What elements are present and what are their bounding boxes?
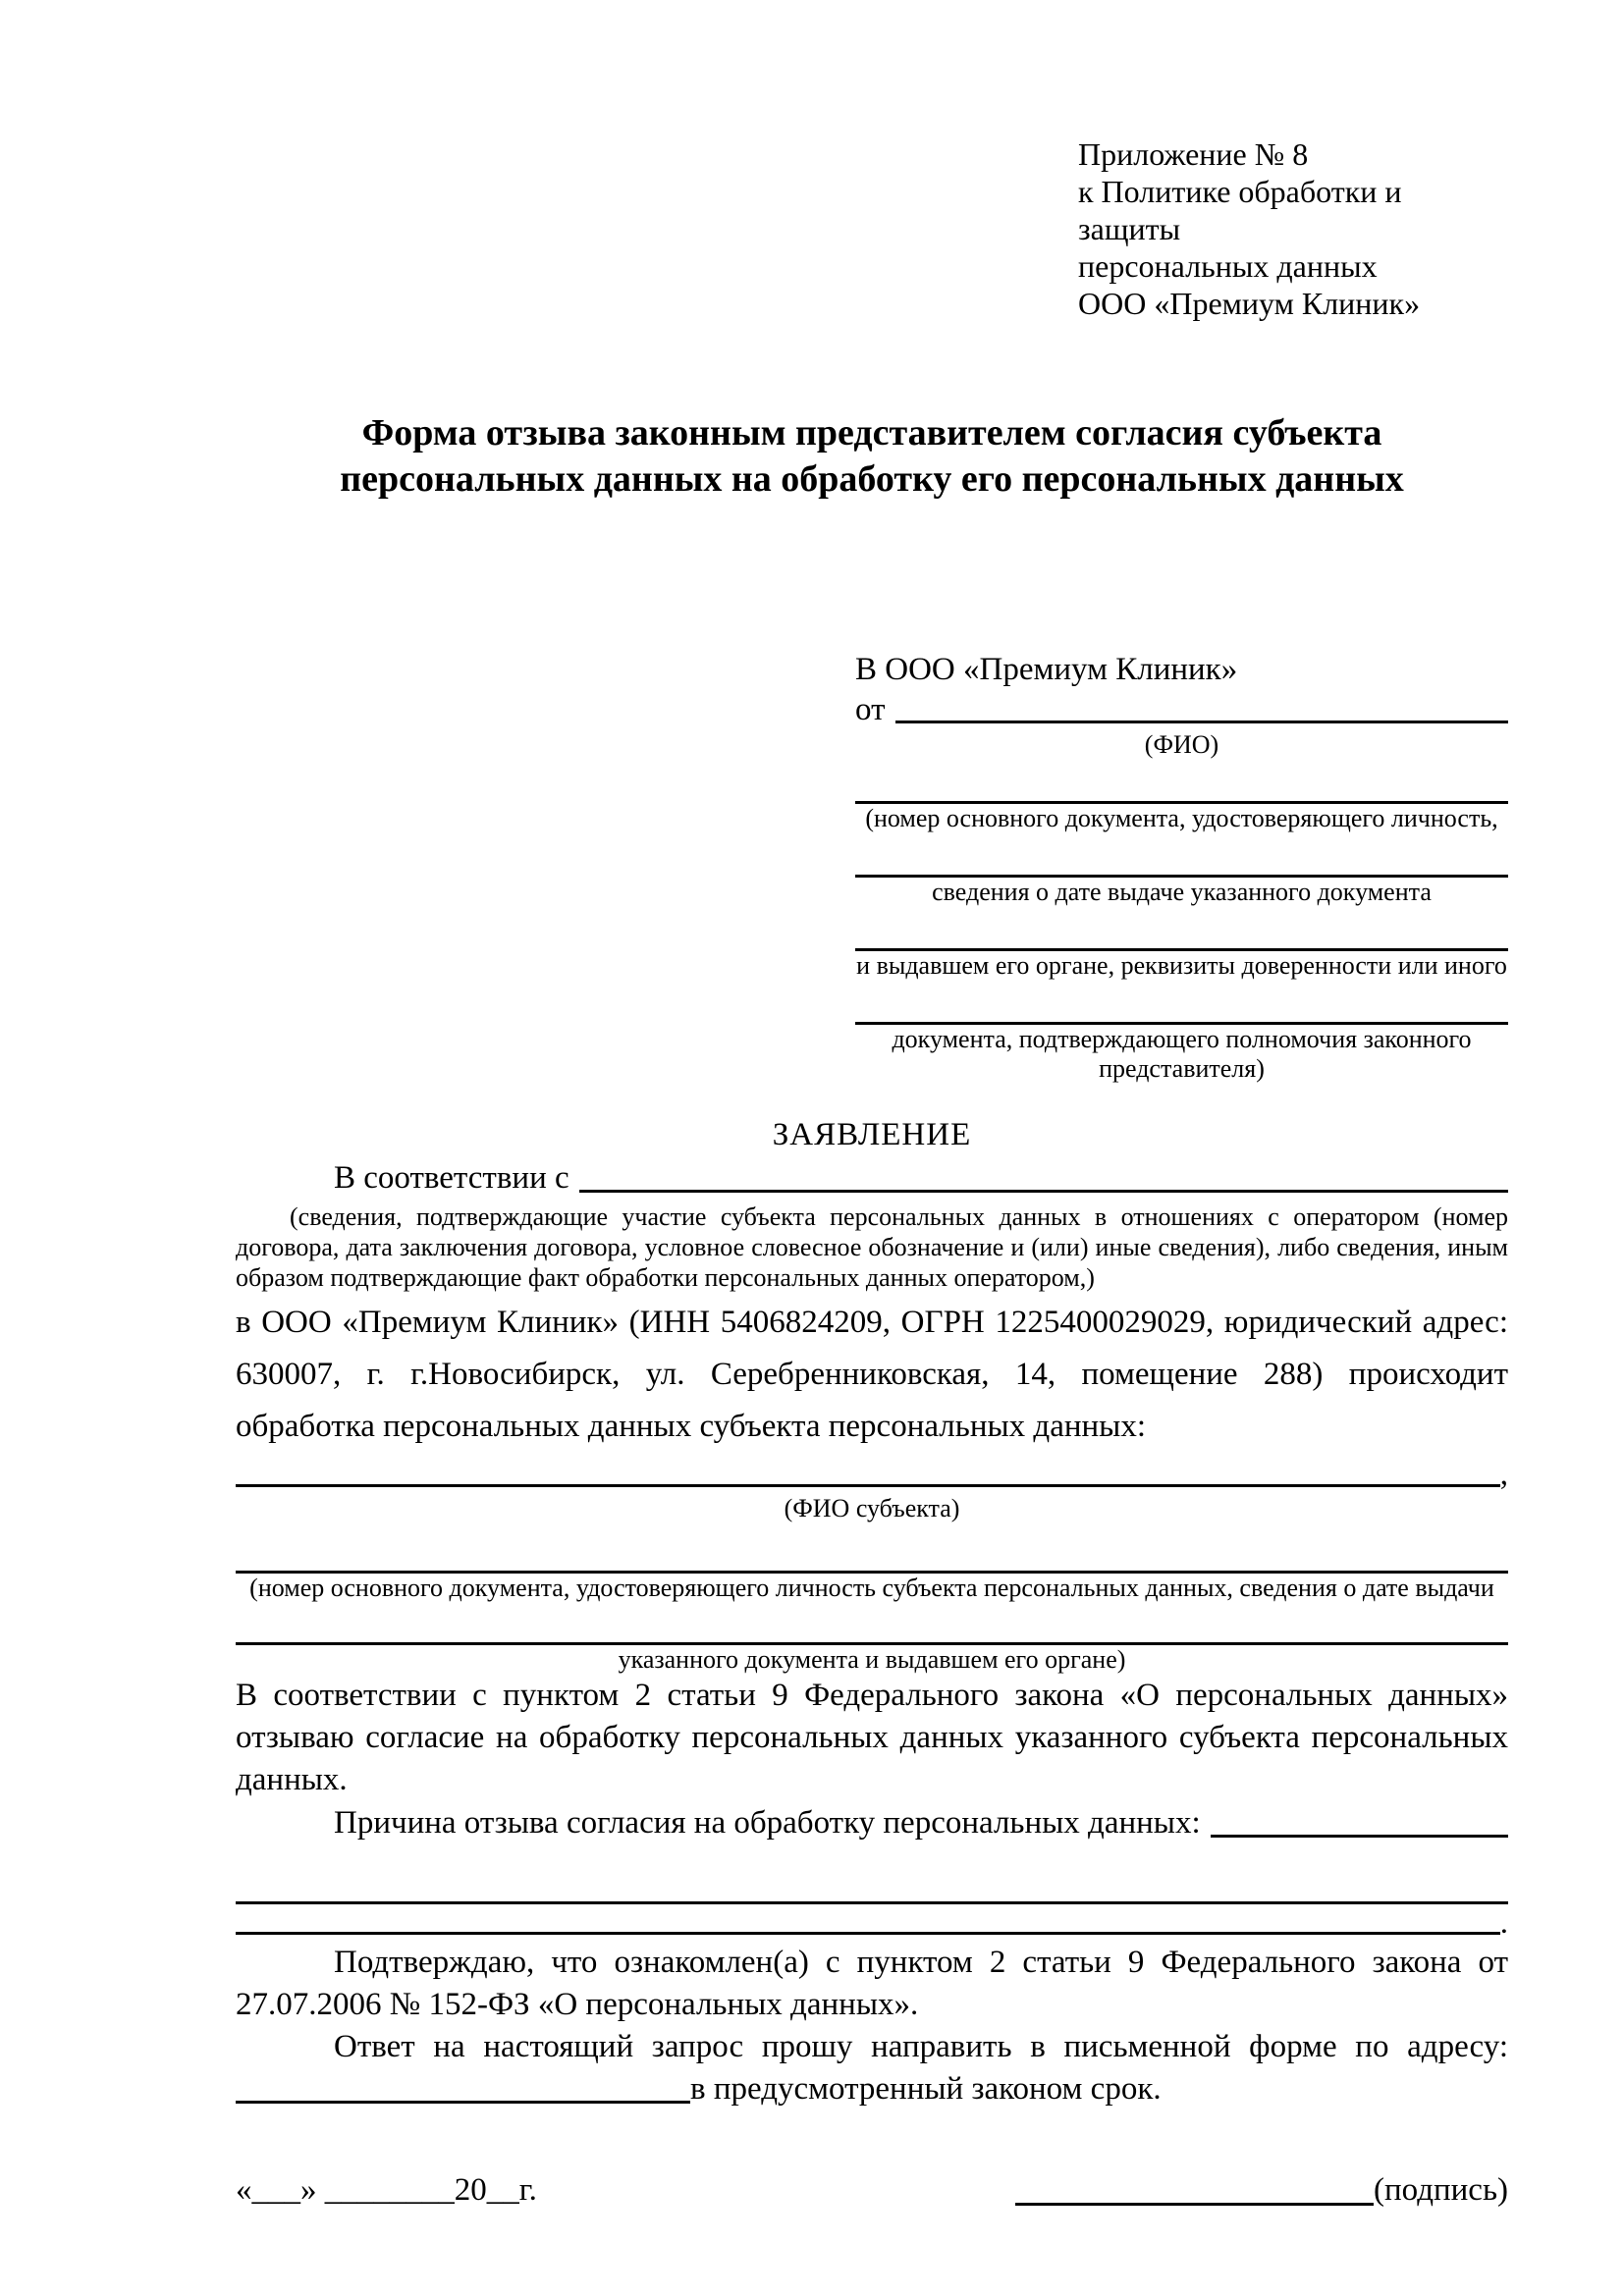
appendix-block [1078,135,1508,322]
document-title [236,410,1508,503]
subject-fio-caption: (ФИО субъекта) [784,1494,960,1522]
subject-doc-caption-1: (номер основного документа, удостоверяющего личность субъекта персональных данных, сведения о дате выдачи [249,1574,1494,1602]
operator-paragraph: в ООО «Премиум Клиник» (ИНН 5406824209, ОГРН 1225400029029, юридический адрес: 630007, г. г.Новосибирск, ул. Серебренниковская, 14, помещение 288) происходит обработка персональных данных субъекта персональных данных: [236,1305,1508,1444]
representative-doc-field-line-1 [855,768,1508,804]
accordance-prefix: В соответствии с [334,1160,569,1196]
reply-address-field-line [236,2101,690,2104]
representative-doc-field-line-4 [855,988,1508,1025]
representative-doc-field-line-3 [855,915,1508,951]
title-line-1: Форма отзыва законным представителем согласия субъекта [361,412,1382,454]
reply-paragraph: Ответ на настоящий запрос прошу направить в письменной форме по адресу: [334,2029,1508,2064]
representative-doc-caption-1: (номер основного документа, удостоверяющего личность, [865,804,1498,832]
reason-line-period: . [1499,1905,1508,1941]
signature-caption: (подпись) [1374,2172,1508,2208]
fio-caption: (ФИО) [1144,730,1219,759]
reason-field-line-3 [236,1932,1500,1935]
subject-fio-line-comma: , [1499,1457,1508,1492]
recipient-organization: В ООО «Премиум Клиник» [855,652,1238,687]
accordance-row [236,1156,1508,1200]
from-row [855,689,1508,730]
reply-suffix: в предусмотренный законом срок. [690,2071,1162,2107]
date-blank: «___» ________20__г. [236,2172,537,2208]
representative-doc-caption-2: сведения о дате выдаче указанного документа [932,878,1432,906]
reason-row [236,1801,1508,1844]
footer-row [236,2167,1508,2213]
basis-note: (сведения, подтверждающие участие субъекта персональных данных в отношениях с оператором (номер договора, дата заключения договора, условное словесное обозначение и (или) иные сведения), либо сведения, иным образом подтверждающие факт обработки персональных данных оператором,) [236,1202,1508,1292]
representative-doc-caption-3: и выдавшем его органе, реквизиты доверенности или иного [856,951,1507,980]
subject-doc-field-line-1 [236,1537,1508,1574]
withdraw-paragraph: В соответствии с пунктом 2 статьи 9 Федерального закона «О персональных данных» отзываю согласие на обработку персональных данных указанного субъекта персональных данных. [236,1678,1508,1797]
reason-prefix: Причина отзыва согласия на обработку персональных данных: [334,1805,1201,1841]
recipient-block [855,650,1508,1084]
statement-heading: ЗАЯВЛЕНИЕ [772,1117,972,1152]
basis-field-line [579,1190,1508,1193]
confirm-paragraph: Подтверждаю, что ознакомлен(а) с пунктом 2 статьи 9 Федерального закона от 27.07.2006 № 152-ФЗ «О персональных данных». [236,1945,1508,2022]
from-label: от [855,692,886,727]
representative-fio-field-line [895,721,1509,723]
subject-fio-field-line [236,1484,1500,1487]
appendix-line-4: ООО «Премиум Клиник» [1078,286,1421,321]
reason-field-line-2 [236,1870,1508,1904]
reason-field-line [1211,1835,1508,1838]
subject-doc-caption-2: указанного документа и выдавшем его органе) [618,1645,1126,1674]
subject-fio-row [236,1455,1508,1494]
reply-address-row [236,2068,1508,2110]
reason-field-row-3 [236,1904,1508,1942]
representative-doc-caption-4: документа, подтверждающего полномочия законного представителя) [892,1025,1472,1083]
signature-field-line [1015,2203,1374,2206]
appendix-line-1: Приложение № 8 [1078,136,1309,172]
appendix-line-3: персональных данных [1078,248,1378,284]
appendix-line-2: к Политике обработки и защиты [1078,174,1402,246]
representative-doc-field-line-2 [855,841,1508,878]
subject-doc-field-line-2 [236,1609,1508,1645]
title-line-2: персональных данных на обработку его персональных данных [340,458,1404,500]
